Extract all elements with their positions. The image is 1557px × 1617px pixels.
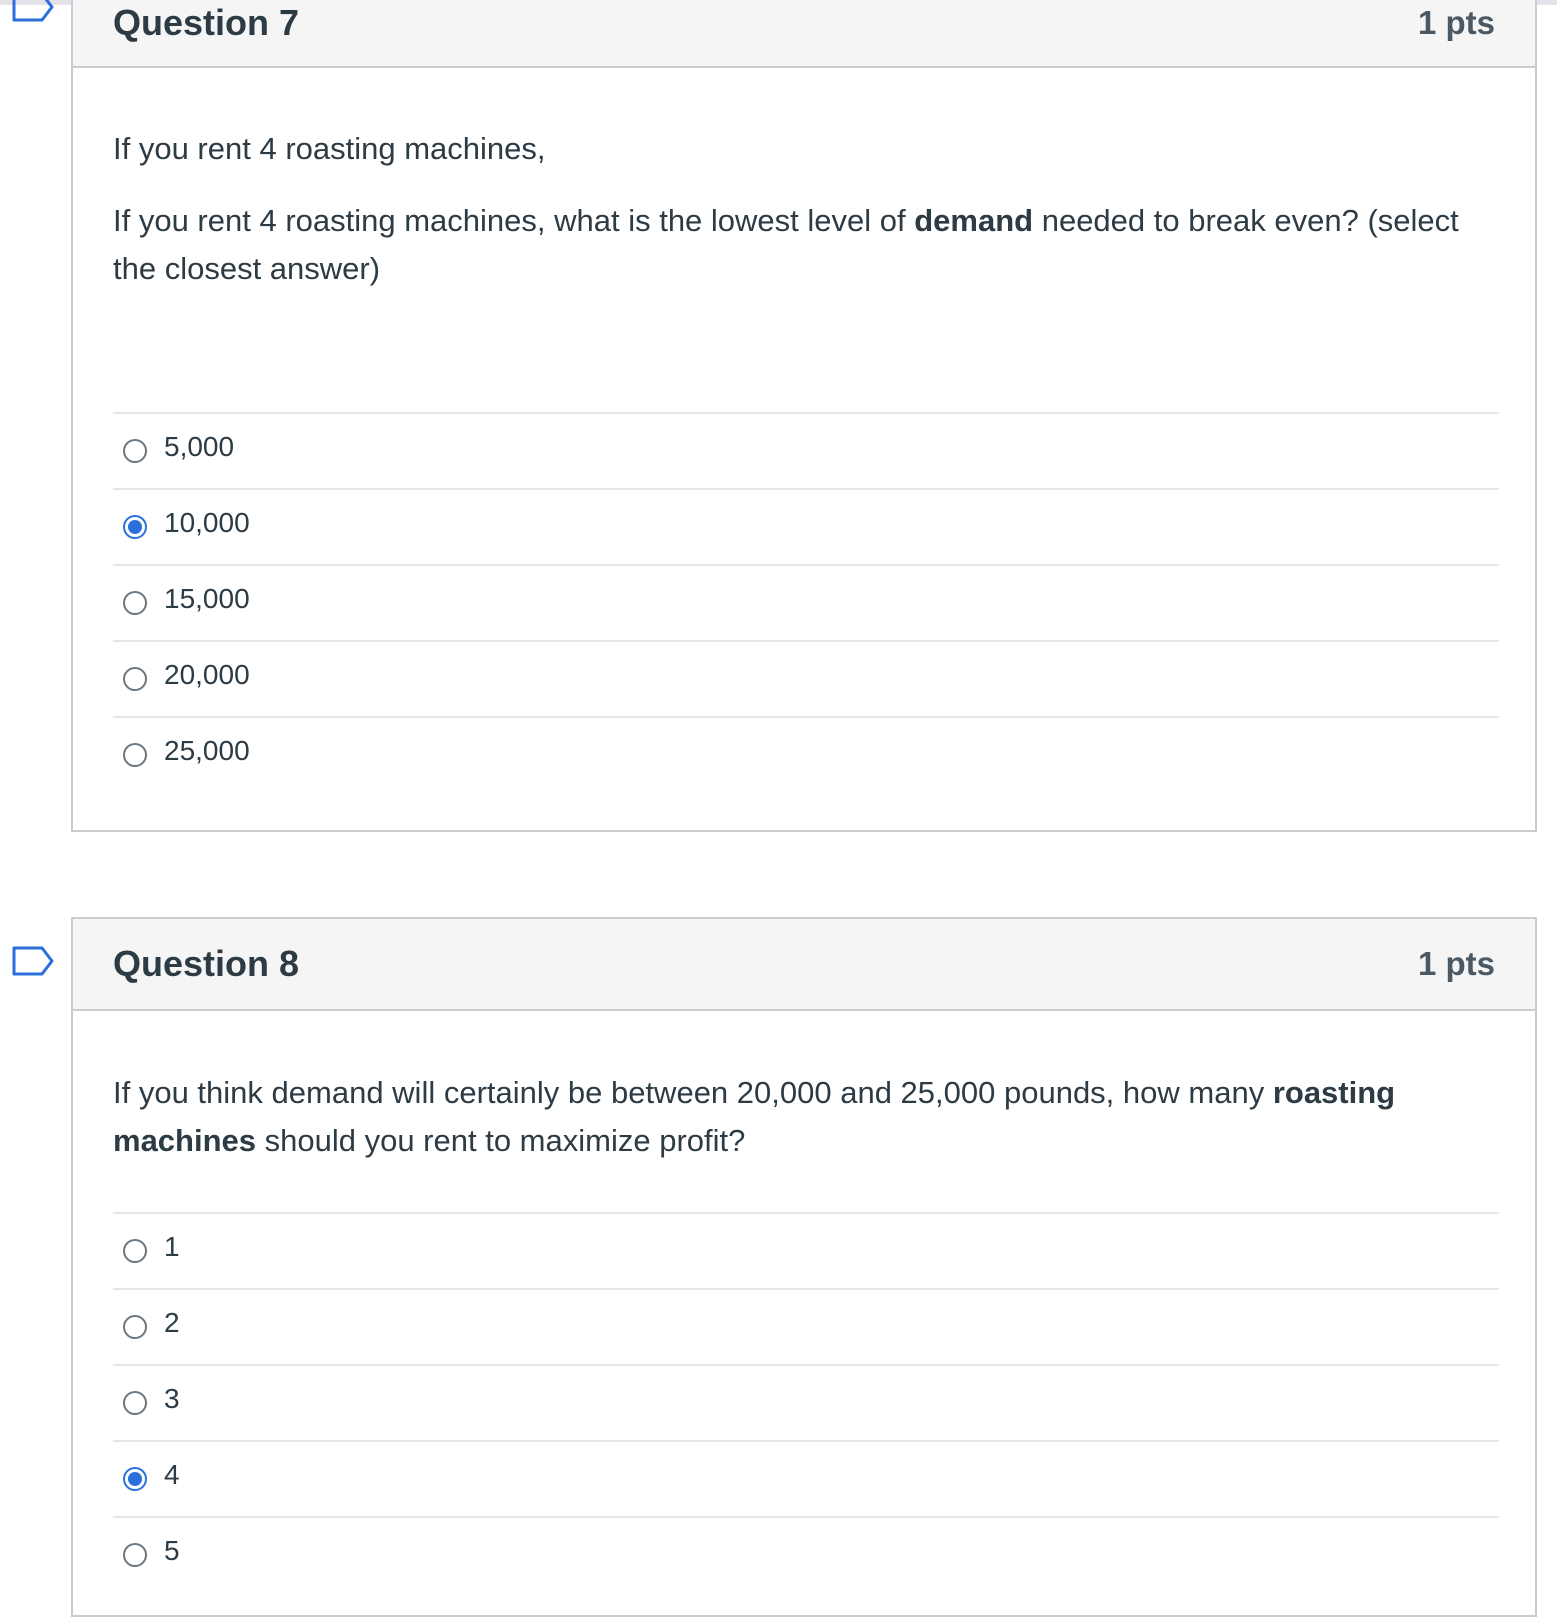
answer-option[interactable] [113, 1366, 1499, 1442]
answer-label[interactable]: 25,000 [164, 735, 250, 766]
answer-list [113, 412, 1499, 792]
answer-label[interactable]: 10,000 [164, 507, 250, 538]
question-card-7 [71, 0, 1537, 832]
answer-label[interactable]: 5 [164, 1535, 180, 1566]
answer-option[interactable] [113, 490, 1499, 566]
question-intro: If you rent 4 roasting machines, [113, 131, 546, 166]
prompt-text: should you rent to maximize profit? [256, 1123, 746, 1158]
radio-button-selected[interactable] [123, 515, 147, 539]
answer-list [113, 1212, 1499, 1592]
radio-button[interactable] [123, 439, 147, 463]
answer-label[interactable]: 3 [164, 1383, 180, 1414]
radio-button[interactable] [123, 1391, 147, 1415]
prompt-text: needed to break even? (select the closest answer) [113, 203, 1459, 286]
question-card-8 [71, 917, 1537, 1617]
question-header [73, 0, 1535, 68]
answer-option[interactable] [113, 1442, 1499, 1518]
question-title: Question 7 [113, 2, 300, 43]
question-prompt [113, 1069, 1503, 1165]
prompt-text: If you think demand will certainly be between 20,000 and 25,000 pounds, how many [113, 1075, 1273, 1110]
radio-button[interactable] [123, 743, 147, 767]
answer-label[interactable]: 1 [164, 1231, 180, 1262]
answer-option[interactable] [113, 1518, 1499, 1592]
prompt-text: If you rent 4 roasting machines, what is the lowest level of [113, 203, 915, 238]
answer-label[interactable]: 2 [164, 1307, 180, 1338]
question-prompt [113, 197, 1503, 293]
prompt-emphasis: demand [914, 203, 1034, 238]
answer-option[interactable] [113, 1214, 1499, 1290]
radio-button[interactable] [123, 1239, 147, 1263]
answer-label[interactable]: 5,000 [164, 431, 235, 462]
question-title: Question 8 [113, 943, 300, 984]
answer-option[interactable] [113, 1290, 1499, 1366]
question-points: 1 pts [1417, 945, 1495, 982]
answer-label[interactable]: 20,000 [164, 659, 250, 690]
flag-question-icon[interactable] [12, 946, 54, 976]
radio-button[interactable] [123, 667, 147, 691]
prompt-emphasis: roasting machines [113, 1075, 1396, 1158]
answer-label[interactable]: 15,000 [164, 583, 250, 614]
question-header [73, 919, 1535, 1011]
answer-option[interactable] [113, 566, 1499, 642]
radio-button[interactable] [123, 1543, 147, 1567]
answer-option[interactable] [113, 642, 1499, 718]
flag-question-icon[interactable] [12, 0, 54, 22]
answer-option[interactable] [113, 414, 1499, 490]
radio-button[interactable] [123, 1315, 147, 1339]
radio-button-selected[interactable] [123, 1467, 147, 1491]
answer-option[interactable] [113, 718, 1499, 792]
question-points: 1 pts [1417, 4, 1495, 41]
answer-label[interactable]: 4 [164, 1459, 180, 1490]
radio-button[interactable] [123, 591, 147, 615]
